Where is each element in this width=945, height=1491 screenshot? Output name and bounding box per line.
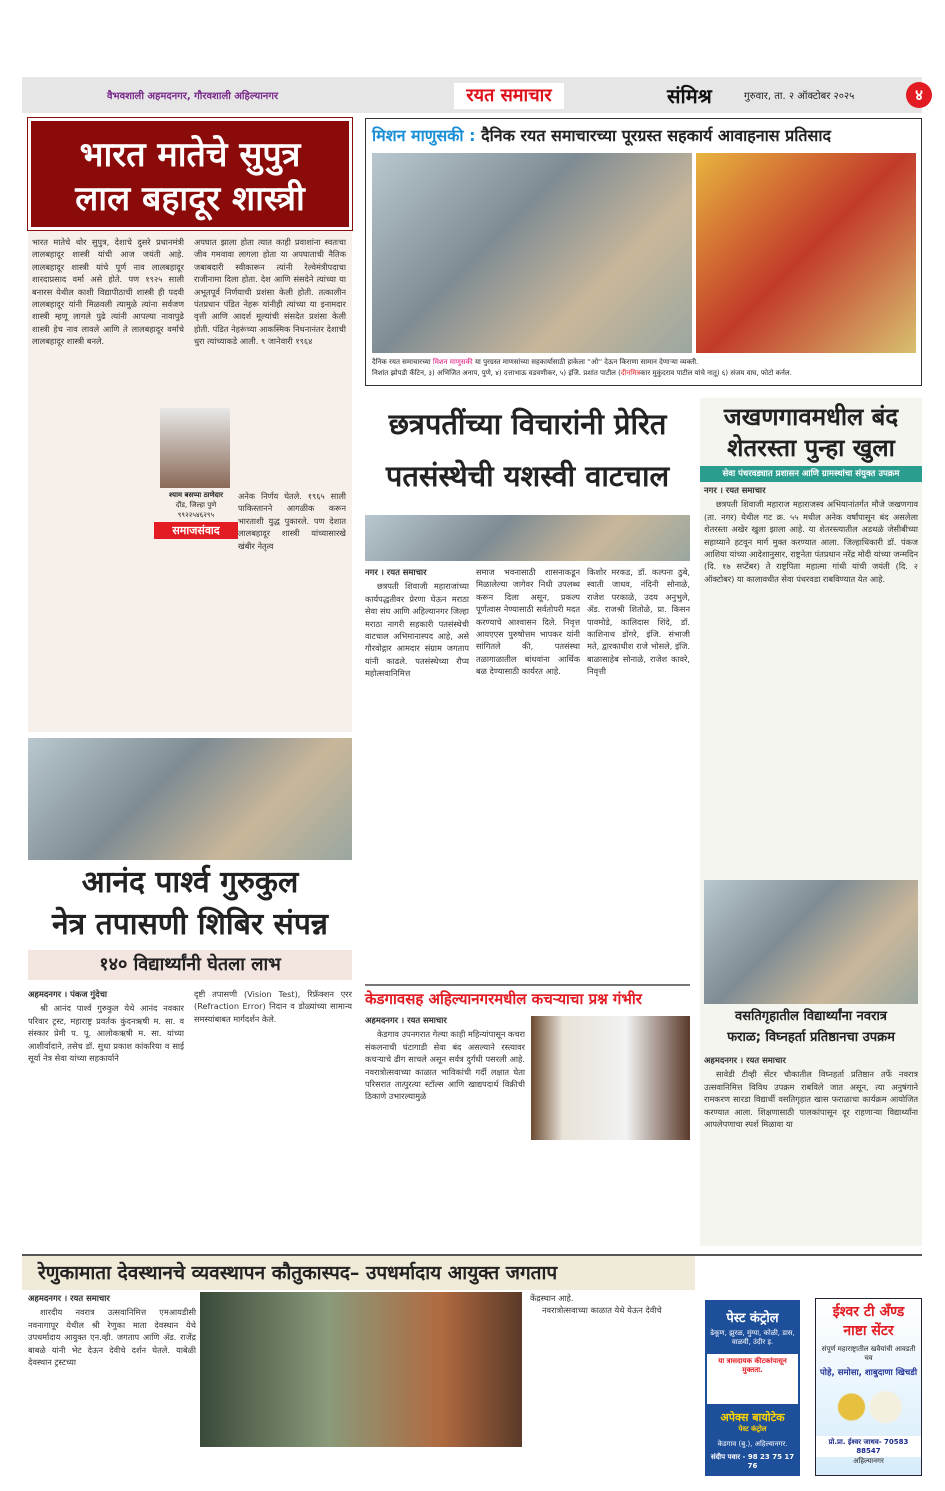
hostel-photo (704, 880, 918, 1004)
patsanstha-headline: छत्रपतींच्या विचारांनी प्रेरित पतसंस्थेची यशस्वी वाटचाल (385, 407, 670, 493)
page-number: ४ (906, 82, 932, 108)
food-image (826, 1382, 911, 1432)
mission-caption: दैनिक रयत समाचारच्या मिशन माणुसकी या पुरग्रस्त माणसांच्या सहकार्यासाठी हाकेला ''ओ'' देऊन किराणा सामान देणाऱ्या व्यक्ती. निशांत झोपडी कँटिन, ३) अभिजित अनाप, पुणे, ४) दत्ताभाऊ वडवणीकर, ५) इंजि. प्रशांत पाटील (दीनमित्रकार मुकुंदराव पाटील यांचे नातू) ६) संजय वाघ, फोटो कर्नल. (372, 358, 792, 377)
shastri-col2: अपघात झाला होता त्यात काही प्रवाशांना स्वतःचा जीव गमवावा लागला होता या अपघाताची नैतिक जबाबदारी स्वीकारून त्यांनी रेल्वेमंत्रीपदाचा राजीनामा दिला होता. देश आणि संसदेने त्यांच्या या अभूतपूर्व निर्णयाची प्रशंसा केली होती. तत्कालीन पंतप्रधान पंडित नेहरू यांनीही त्यांच्या या इनामदार वृत्ती आणि आदर्श मूल्यांची संसदेत प्रशंसा केली होती. पंडित नेहरूंच्या आकस्मिक निधनानंतर देशाची धुरा त्यांच्याकडे आली. ९ जानेवारी १९६४ (194, 237, 346, 347)
mission-headline: मिशन माणुसकी : दैनिक रयत समाचारच्या पूरग्रस्त सहकार्य आवाहनास प्रतिसाद (372, 126, 832, 145)
hostel-body: अहमदनगर । रयत समाचार सावेडी टीव्ही सेंटर चौकातील विघ्नहर्ता प्रतिष्ठान तर्फे नवरात्र उत्सवानिमित्त विविध उपक्रम राबविले जात असून, त्या अनुषंगाने रामकरण सारडा विद्यार्थी वसतिगृहात खास फराळाचा कार्यक्रम आयोजित करण्यात आला. शिक्षणासाठी पालकांपासून दूर राहणाऱ्या विद्यार्थ्यांना आपलेपणाचा स्पर्श मिळावा या (704, 1055, 918, 1130)
author-info: श्याम बसप्पा ठाणेदार दौंड, जिल्हा पुणे ९९२२५४६२९५ समाजसंवाद (154, 490, 238, 539)
mission-photo-groceries (696, 153, 916, 353)
issue-date: गुरुवार, ता. २ ऑक्टोबर २०२५ (744, 91, 855, 102)
patsanstha-col3: किशोर मरकड, डॉ. कल्पना ठुबे, स्वाती जाधव, नंदिनी सोनाळे, राजेश परकाळे, उदय अनुभुले, ॲड. राजश्री शितोळे, प्रा. किसन पावमोडे, कालिदास शिंदे, डॉ. काशिनाथ डोंगरे, इंजि. संभाजी मते, द्वारकाधीश राजे भोसले, इंजि. बाळासाहेब सोनाळे, राजेश कावरे, निवृत्ती (587, 567, 690, 677)
kedgaon-headline: केडगावसह अहिल्यानगरमधील कचऱ्याचा प्रश्न गंभीर (365, 984, 690, 1012)
hostel-headline: वसतिगृहातील विद्यार्थ्यांना नवरात्र फराळ; विघ्नहर्ता प्रतिष्ठानचा उपक्रम (727, 1009, 895, 1045)
tea-snack-center-ad: ईश्वर टी अँण्ड नाष्टा सेंटर संपूर्ण महाराष्ट्रातील खवैयांची आवडती चव पोहे, समोसा, शाबुदाणा खिचडी प्रो.प्रा. ईश्वर जाधव- 70583 88547 अहिल्यानगर (815, 1298, 922, 1476)
gurukul-headline: आनंद पार्श्व गुरुकुल नेत्र तपासणी शिबिर संपन्न १४० विद्यार्थ्यांनी घेतला लाभ (28, 862, 352, 980)
patsanstha-col2: समाज भवनासाठी शासनाकडून मिळालेल्या जागेवर निधी उपलब्ध करून दिला असून, प्रकल्प पूर्णत्वास नेण्यासाठी सर्वतोपरी मदत करण्याचे आश्वासन दिले. निवृत्त आयएएस पुरुषोत्तम भापकर यांनी सांगितले की, पतसंस्था तळागाळातील बांधवांना आर्थिक बळ देण्यासाठी कार्यरत आहे. (476, 567, 580, 677)
section-title: संमिश्र (667, 84, 712, 108)
kedgaon-body: अहमदनगर । रयत समाचार केडगाव उपनगरात गेल्या काही महिन्यांपासून कचरा संकलनाची घंटागाडी सेवा बंद असल्याने रस्त्यावर कचऱ्याचे ढीग साचले असून सर्वत्र दुर्गंधी पसरली आहे. नवरात्रोत्सवाच्या काळात भाविकांची गर्दी लक्षात घेता परिसरात तात्पुरत्या स्टॉल्स आणि खाद्यपदार्थ विक्रीची ठिकाणे उभारल्यामुळे (365, 1015, 525, 1102)
page-header (22, 77, 922, 113)
shastri-col2b: अनेक निर्णय घेतले. १९६५ साली पाकिस्तानने आगळीक करून भारताशी युद्ध पुकारले. पण देशात लालबहादूर शास्त्री यांच्यासारखे खंबीर नेतृत्व (238, 491, 346, 551)
masthead-logo: रयत समाचार (454, 83, 564, 109)
column-tag: समाजसंवाद (154, 522, 238, 539)
jakhangaon-headline: जखणगावमधील बंद शेतरस्ता पुन्हा खुला (723, 403, 899, 462)
shastri-col1: भारत मातेचे थोर सुपुत्र, देशाचे दुसरे प्रधानमंत्री लालबहादूर शास्त्री यांची आज जयंती आहे. लालबहादूर शास्त्री यांचे पूर्ण नाव लालबहादूर शारदाप्रसाद वर्मा असे होते. पण १९२५ साली बनारस येथील काशी विद्यापीठाची शास्त्री ही पदवी लालबहादूर यांनी मिळवली त्यामुळे त्यांना सर्वजण शास्त्री म्हणू लागले पुढे त्यांनी आपल्या नावापुढे शास्त्री हेच नाव लावले आणि ते लालबहादूर वर्माचे लालबहादूर शास्त्री बनले. (32, 237, 184, 347)
gurukul-col2: दृष्टी तपासणी (Vision Test), रिफ्रॅक्शन एरर (Refraction Error) निदान व डोळ्यांच्या सामान्य समस्यांबाबत मार्गदर्शन केले. (194, 989, 352, 1024)
shastri-article (28, 118, 352, 732)
jakhangaon-body: नगर । रयत समाचार छत्रपती शिवाजी महाराज महाराजस्व अभियानांतर्गत मौजे जखणगाव (ता. नगर) येथील गट क्र. ५५ मधील अनेक वर्षांपासून बंद असलेला शेतरस्ता अखेर खुला झाला आहे. या शेतरस्त्यातील अडथळे जेसीबीच्या सहाय्याने हटवून मार्ग मुक्त करण्यात आला. जिल्हाधिकारी डॉ. पंकज आशिया यांच्या आदेशानुसार, राष्ट्रनेता पंतप्रधान नरेंद्र मोदी यांच्या जन्मदिन (दि. १७ सप्टेंबर) ते राष्ट्रपिता महात्मा गांधी यांची जयंती (दि. २ ऑक्टोबर) या कालावधीत सेवा पंधरवडा राबविण्यात येत आहे. (704, 485, 918, 584)
renuka-col2: केंद्रस्थान आहे. नवरात्रोत्सवाच्या काळात येथे येऊन देवीचे (530, 1293, 662, 1316)
gurukul-col1: अहमदनगर । पंकज गुंदेचा श्री आनंद पार्श्व गुरुकुल येथे आनंद नवकार परिवार ट्रस्ट, महाराष्ट्र प्रवर्तक कुंदनऋषी म. सा. व संस्कार प्रेमी प. पू. आलोकऋषी म. सा. यांच्या आशीर्वादाने, तसेच डॉ. सुधा प्रकाश कांकरिया व साई सूर्या नेत्र सेवा यांच्या सहकार्याने (28, 989, 184, 1064)
patsanstha-photo (365, 515, 690, 561)
mission-article (365, 118, 922, 386)
renuka-col1: अहमदनगर । रयत समाचार शारदीय नवरात्र उत्सवानिमित्त एमआयडीसी नवनागापूर येथील श्री रेणुका माता देवस्थान येथे उपधर्मादाय आयुक्त एन.व्ही. जगताप आणि ॲड. राजेंद्र बाबळे यांनी भेट देऊन देवीचे दर्शन घेतले. याबेळी देवस्थान ट्रस्टच्या (28, 1293, 196, 1368)
shastri-headline: भारत मातेचे सुपुत्र लाल बहादूर शास्त्री (28, 118, 352, 230)
renuka-photo (200, 1292, 522, 1447)
slogan: वैभवशाली अहमदनगर, गौरवशाली अहिल्यानगर (107, 91, 279, 102)
kedgaon-photo (531, 1016, 690, 1140)
pest-control-ad: पेस्ट कंट्रोल ढेकूण, झुरळ, मुंग्या, कोळी, डास, वाळवी, उंदीर इ. या त्रासदायक कीटकांपासून मुक्तता. अपेक्स बायोटेक पेस्ट कंट्रोल केडगाव (बु.), अहिल्यानगर. संदीप पवार - 98 23 75 17 76 (705, 1300, 800, 1476)
mission-photo-group (372, 153, 692, 353)
gurukul-photo (28, 738, 352, 860)
patsanstha-col1: नगर । रयत समाचार छत्रपती शिवाजी महाराजांच्या कार्यपद्धतीवर प्रेरणा घेऊन मराठा सेवा संघ आणि अहिल्यानगर जिल्हा मराठा नागरी सहकारी पतसंस्थेची वाटचाल अभिमानास्पद आहे, असे गौरवोद्गार आमदार संग्राम जगताप यांनी काढले. पतसंस्थेच्या रौप्य महोत्सवानिमित्त (365, 567, 469, 679)
author-photo (160, 408, 230, 488)
renuka-headline: रेणुकामाता देवस्थानचे व्यवस्थापन कौतुकास्पद– उपधर्मादाय आयुक्त जगताप (22, 1256, 695, 1290)
gurukul-subhead: १४० विद्यार्थ्यांनी घेतला लाभ (28, 950, 352, 980)
jakhangaon-subhead: सेवा पंधरवड्यात प्रशासन आणि ग्रामस्थांचा संयुक्त उपक्रम (700, 466, 922, 482)
right-column (700, 398, 922, 1246)
